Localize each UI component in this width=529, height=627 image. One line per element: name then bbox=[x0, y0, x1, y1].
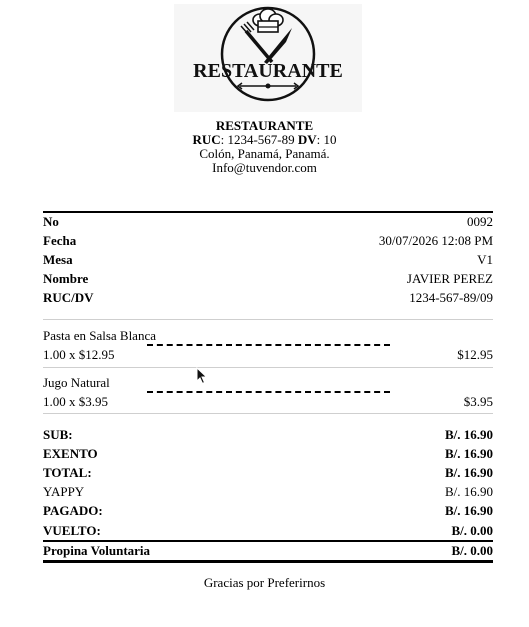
totals-row-pagado bbox=[43, 501, 493, 520]
totals-row-exento bbox=[43, 444, 493, 463]
item-total: $12.95 bbox=[457, 346, 493, 362]
totals-label: VUELTO: bbox=[43, 522, 101, 538]
tip-value: B/. 0.00 bbox=[451, 542, 493, 558]
totals-row-sub bbox=[43, 425, 493, 444]
totals-label: SUB: bbox=[43, 426, 73, 442]
info-value: V1 bbox=[477, 251, 493, 267]
divider bbox=[43, 413, 493, 414]
info-row-nombre bbox=[43, 269, 493, 288]
tip-row bbox=[43, 541, 493, 560]
totals-value: B/. 16.90 bbox=[444, 502, 493, 518]
totals-label: YAPPY bbox=[43, 483, 85, 499]
info-value: 30/07/2026 12:08 PM bbox=[378, 232, 493, 248]
totals-row-total bbox=[43, 463, 493, 482]
ruc-label: RUC bbox=[192, 132, 221, 147]
info-row-no bbox=[43, 212, 493, 231]
store-name: RESTAURANTE bbox=[215, 118, 314, 133]
item-row bbox=[43, 392, 493, 411]
item-total: $3.95 bbox=[463, 393, 493, 409]
info-row-fecha bbox=[43, 231, 493, 250]
totals-row-vuelto bbox=[43, 521, 493, 540]
totals-label: EXENTO bbox=[43, 445, 98, 461]
item-qty-price: 1.00 x $12.95 bbox=[43, 346, 115, 362]
info-label: Fecha bbox=[43, 232, 77, 248]
store-address: Colón, Panamá, Panamá. bbox=[199, 146, 330, 161]
totals-value: B/. 16.90 bbox=[444, 464, 493, 480]
dv-value: : 10 bbox=[316, 132, 337, 147]
item-qty-price: 1.00 x $3.95 bbox=[43, 393, 108, 409]
info-row-mesa bbox=[43, 250, 493, 269]
item-row bbox=[43, 345, 493, 364]
info-label: Mesa bbox=[43, 251, 73, 267]
mouse-cursor-icon bbox=[196, 367, 208, 390]
ruc-value: : 1234-567-89 bbox=[220, 132, 298, 147]
info-row-rucdv bbox=[43, 288, 493, 307]
chef-hat-icon bbox=[253, 9, 283, 32]
divider bbox=[43, 560, 493, 563]
store-header bbox=[0, 119, 529, 175]
knife-icon bbox=[264, 28, 292, 64]
totals-value: B/. 16.90 bbox=[444, 426, 493, 442]
dv-label: DV bbox=[297, 132, 317, 147]
tip-label: Propina Voluntaria bbox=[43, 542, 151, 558]
store-email: Info@tuvendor.com bbox=[212, 160, 317, 175]
info-value: 0092 bbox=[467, 213, 493, 229]
totals-value: B/. 16.90 bbox=[444, 483, 493, 499]
info-label: RUC/DV bbox=[43, 289, 94, 305]
info-value: 1234-567-89/09 bbox=[409, 289, 493, 305]
item-name: Pasta en Salsa Blanca bbox=[43, 328, 156, 343]
divider bbox=[43, 367, 493, 368]
thank-you-message: Gracias por Preferirnos bbox=[203, 575, 326, 590]
info-value: JAVIER PEREZ bbox=[406, 270, 493, 286]
restaurant-logo bbox=[174, 4, 362, 112]
store-ruc-line bbox=[0, 133, 529, 147]
totals-value: B/. 0.00 bbox=[451, 522, 493, 538]
totals-label: PAGADO: bbox=[43, 502, 103, 518]
totals-row-yappy bbox=[43, 482, 493, 501]
info-label: Nombre bbox=[43, 270, 89, 286]
divider bbox=[43, 319, 493, 320]
svg-text:RESTAURANTE: RESTAURANTE bbox=[193, 60, 343, 82]
totals-value: B/. 16.90 bbox=[444, 445, 493, 461]
item-name: Jugo Natural bbox=[43, 375, 110, 390]
info-label: No bbox=[43, 213, 59, 229]
totals-label: TOTAL: bbox=[43, 464, 92, 480]
